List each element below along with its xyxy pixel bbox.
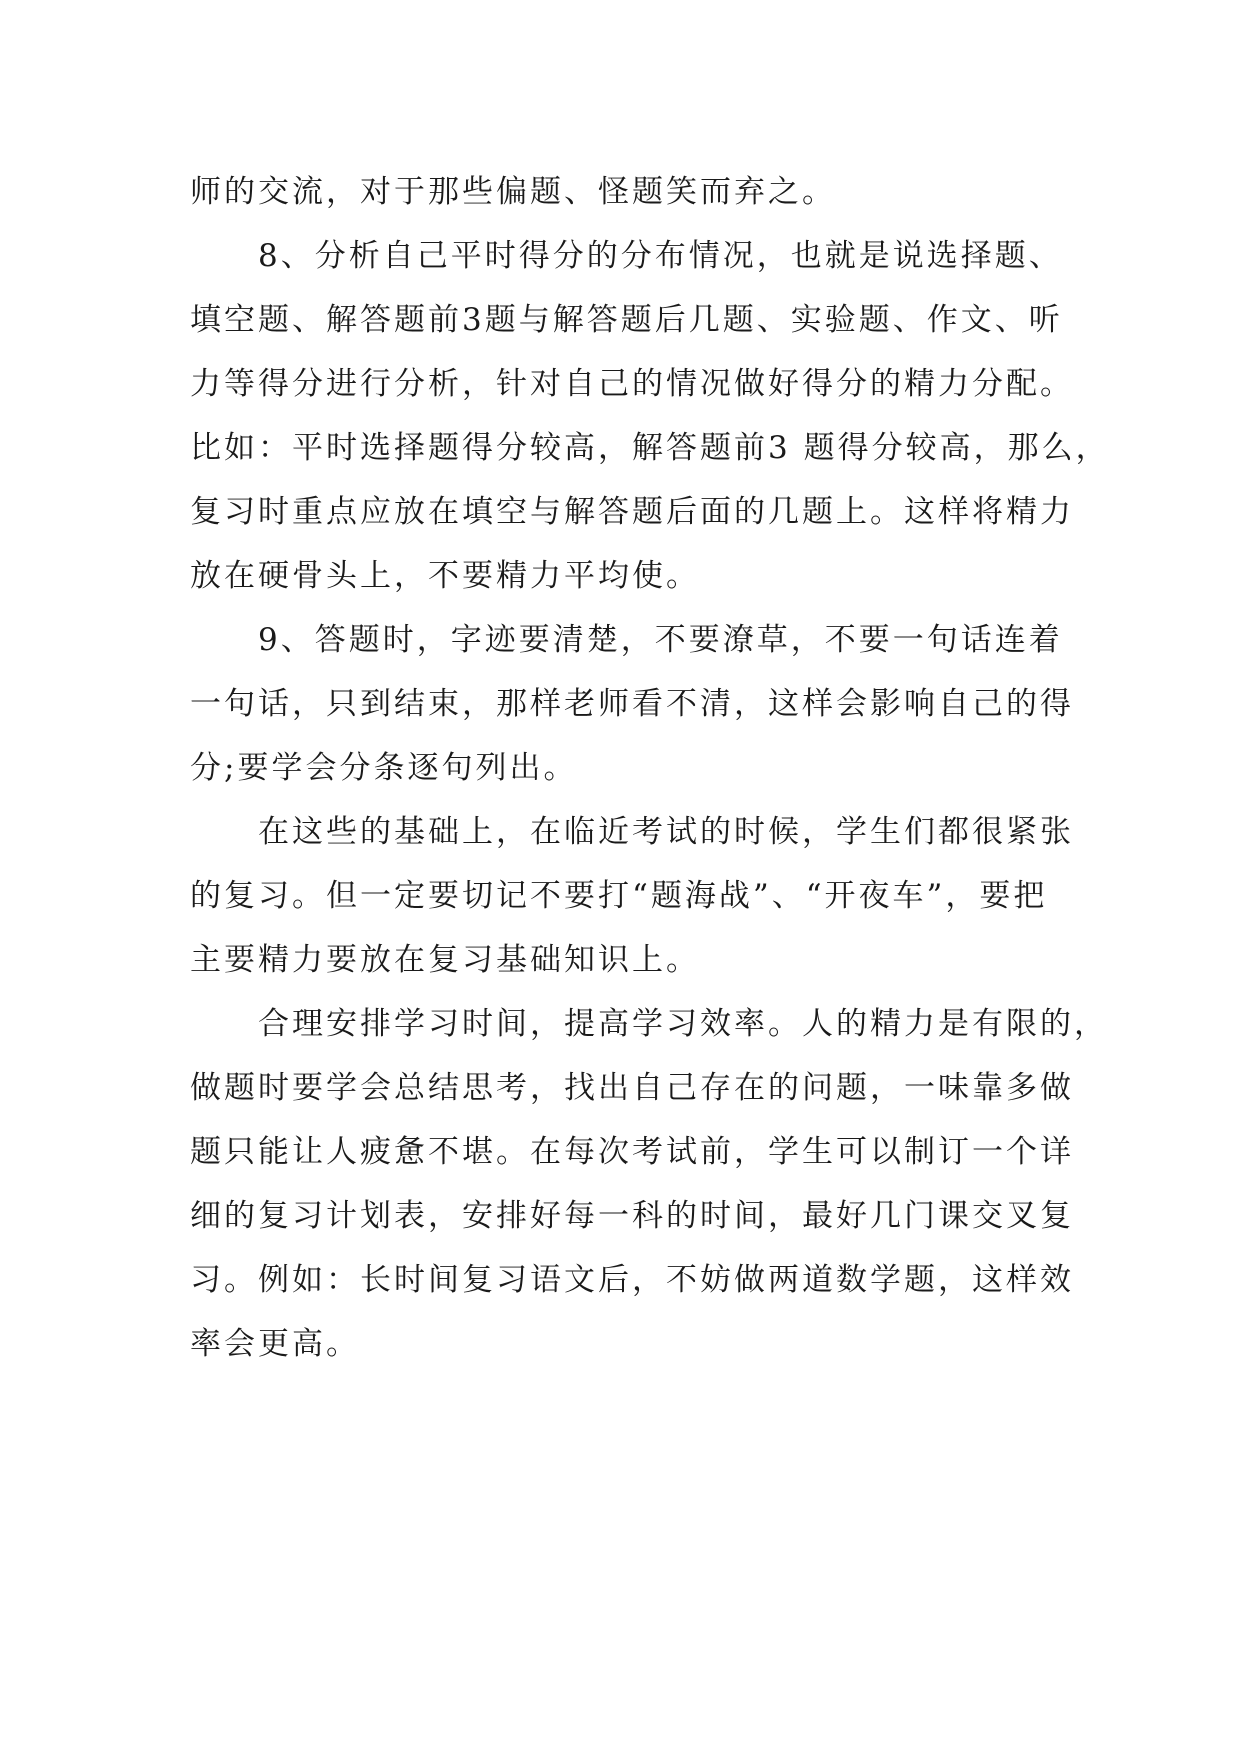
text-line: 比如：平时选择题得分较高，解答题前3 题得分较高，那么，: [190, 430, 1110, 466]
text-line: 主要精力要放在复习基础知识上。: [190, 942, 700, 978]
text-line: 的复习。但一定要切记不要打“题海战”、“开夜车”，要把: [190, 878, 1048, 914]
text-line: 率会更高。: [190, 1326, 360, 1362]
text-line: 题只能让人疲惫不堪。在每次考试前，学生可以制订一个详: [190, 1134, 1074, 1170]
text-line: 细的复习计划表，安排好每一科的时间，最好几门课交叉复: [190, 1198, 1074, 1234]
text-line: 复习时重点应放在填空与解答题后面的几题上。这样将精力: [190, 494, 1074, 530]
paragraph-exam-review: [190, 800, 1074, 992]
text-line: 合理安排学习时间，提高学习效率。人的精力是有限的，: [258, 1006, 1108, 1042]
text-line: 放在硬骨头上，不要精力平均使。: [190, 558, 700, 594]
text-line: 习。例如：长时间复习语文后，不妨做两道数学题，这样效: [190, 1262, 1074, 1298]
paragraph-item-9: [190, 608, 1074, 800]
document-body: [190, 160, 1110, 1376]
text-line: 填空题、解答题前3题与解答题后几题、实验题、作文、听: [190, 302, 1063, 338]
text-line: 在这些的基础上，在临近考试的时候，学生们都很紧张: [258, 814, 1074, 850]
paragraph-study-time: [190, 992, 1108, 1376]
text-line: 做题时要学会总结思考，找出自己存在的问题，一味靠多做: [190, 1070, 1074, 1106]
text-line: 9、答题时，字迹要清楚，不要潦草，不要一句话连着: [258, 622, 1063, 658]
text-line: 师的交流，对于那些偏题、怪题笑而弃之。: [190, 174, 836, 210]
text-line: 分;要学会分条逐句列出。: [190, 750, 578, 786]
text-line: 8、分析自己平时得分的分布情况，也就是说选择题、: [258, 238, 1063, 274]
text-line: 力等得分进行分析，针对自己的情况做好得分的精力分配。: [190, 366, 1074, 402]
paragraph-continuation: [190, 160, 1060, 224]
paragraph-item-8: [190, 224, 1110, 608]
text-line: 一句话，只到结束，那样老师看不清，这样会影响自己的得: [190, 686, 1074, 722]
